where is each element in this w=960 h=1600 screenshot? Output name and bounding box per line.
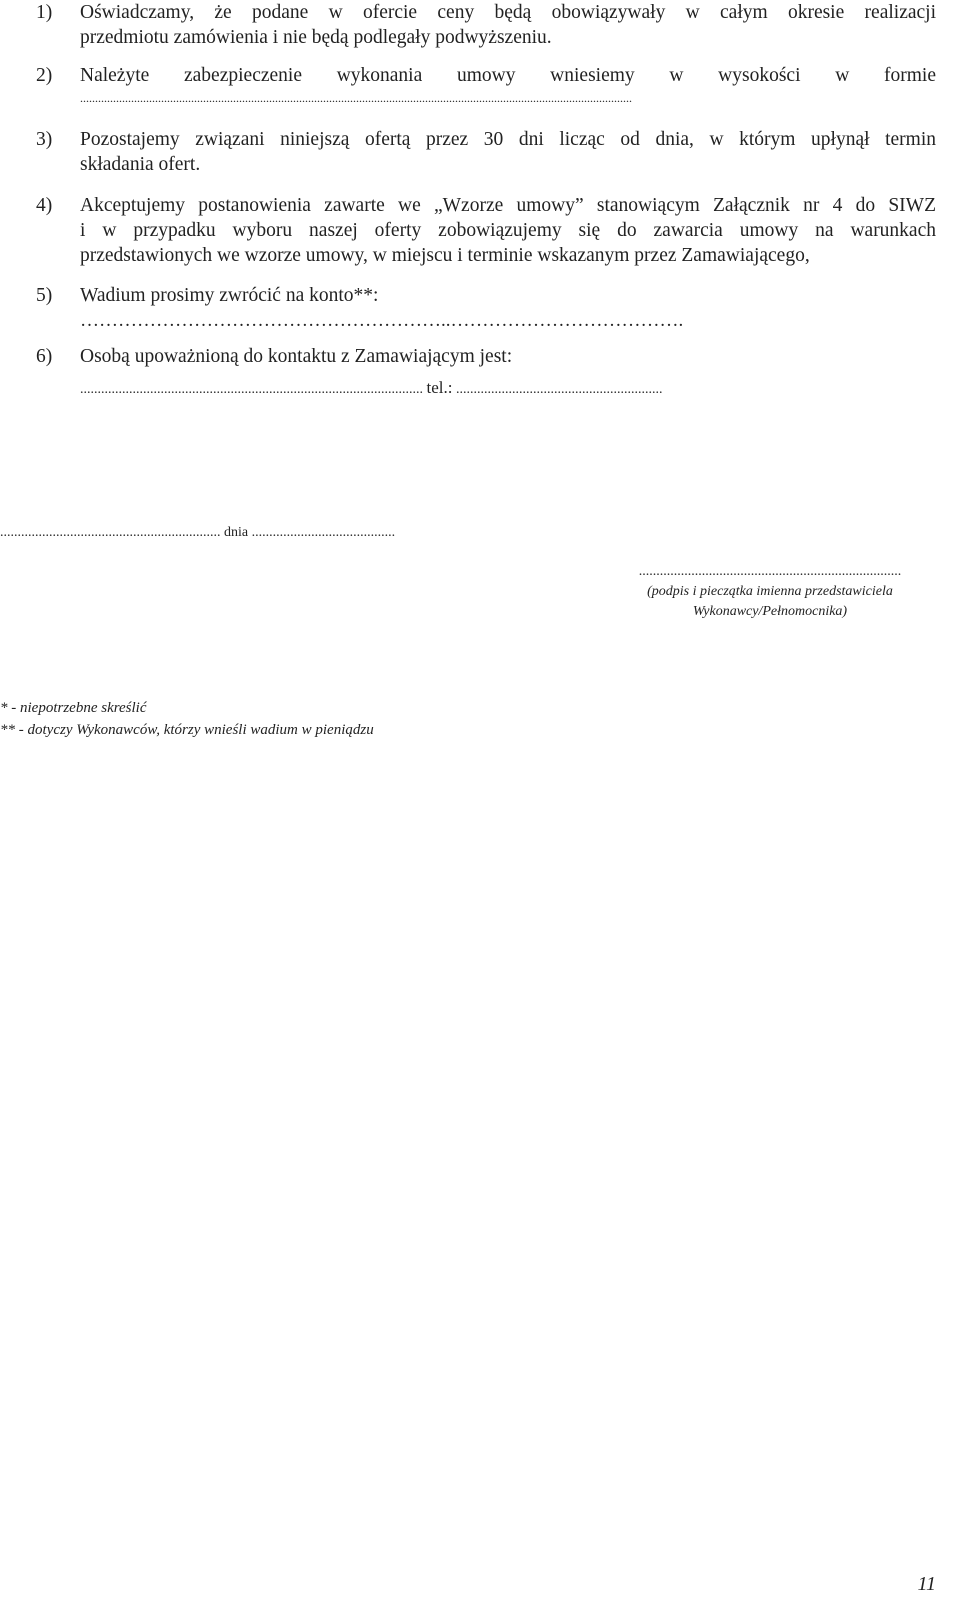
list-item-4 xyxy=(36,193,936,268)
tel-dots: ........................................................... xyxy=(455,382,663,397)
list-item-text-line: Akceptujemy postanowienia zawarte we „Wzorze umowy” stanowiącym Załącznik nr 4 do SIWZ xyxy=(80,195,936,216)
list-item-text-line: Należyte zabezpieczenie wykonania umowy wniesiemy w wysokości w formie xyxy=(80,65,936,86)
list-item-number: 1) xyxy=(36,2,53,23)
list-item-text-line: przedmiotu zamówienia i nie będą podlegały podwyższeniu. xyxy=(80,27,552,48)
signature-caption-line: (podpis i pieczątka imienna przedstawiciela xyxy=(647,584,893,599)
fill-in-dotted-line: …………………………………………………..………………………………. xyxy=(80,310,684,331)
list-item-1 xyxy=(36,0,936,50)
list-item-text-line: i w przypadku wyboru naszej oferty zobowiązujemy się do zawarcia umowy na warunkach xyxy=(80,220,936,241)
contact-fill-line xyxy=(80,377,936,401)
signature-caption-line: Wykonawcy/Pełnomocnika) xyxy=(692,604,848,619)
list-item-number: 5) xyxy=(36,285,53,306)
list-item-number: 6) xyxy=(36,346,53,367)
place-dots: ............................................................... xyxy=(0,525,221,540)
list-item-number: 3) xyxy=(36,129,53,150)
list-item-text-line: Oświadczamy, że podane w ofercie ceny będą obowiązywały w całym okresie realizacji xyxy=(80,2,936,23)
fill-in-dotted-line: ........................................................................................................................................................................................ xyxy=(80,91,632,105)
list-item-3 xyxy=(36,127,936,177)
list-item-number: 4) xyxy=(36,195,53,216)
signature-dots: ........................................................................... xyxy=(638,564,902,579)
list-item-text-line: Osobą upoważnioną do kontaktu z Zamawiającym jest: xyxy=(80,346,513,367)
contact-name-dots: .................................................................................................. xyxy=(80,382,423,397)
footnote: * - niepotrzebne skreślić xyxy=(0,700,147,716)
footnotes xyxy=(0,697,374,741)
list-item-text-line: Wadium prosimy zwrócić na konto**: xyxy=(80,285,379,306)
list-item-5 xyxy=(36,283,936,334)
footnote: ** - dotyczy Wykonawców, którzy wnieśli wadium w pieniądzu xyxy=(0,722,374,738)
date-label: dnia xyxy=(224,525,249,540)
list-item-6 xyxy=(36,344,936,401)
list-item-number: 2) xyxy=(36,65,53,86)
tel-label: tel.: xyxy=(426,378,453,397)
list-item-text-line: składania ofert. xyxy=(80,154,201,175)
date-line xyxy=(0,524,395,542)
list-item-text-line: przedstawionych we wzorze umowy, w miejscu i terminie wskazanym przez Zamawiającego, xyxy=(80,245,810,266)
list-item-2 xyxy=(36,63,936,108)
date-dots: ......................................... xyxy=(251,525,396,540)
page-number: 11 xyxy=(917,1573,936,1595)
list-item-text-line: Pozostajemy związani niniejszą ofertą przez 30 dni licząc od dnia, w którym upłynął termin xyxy=(80,129,936,150)
signature-block xyxy=(620,562,920,622)
